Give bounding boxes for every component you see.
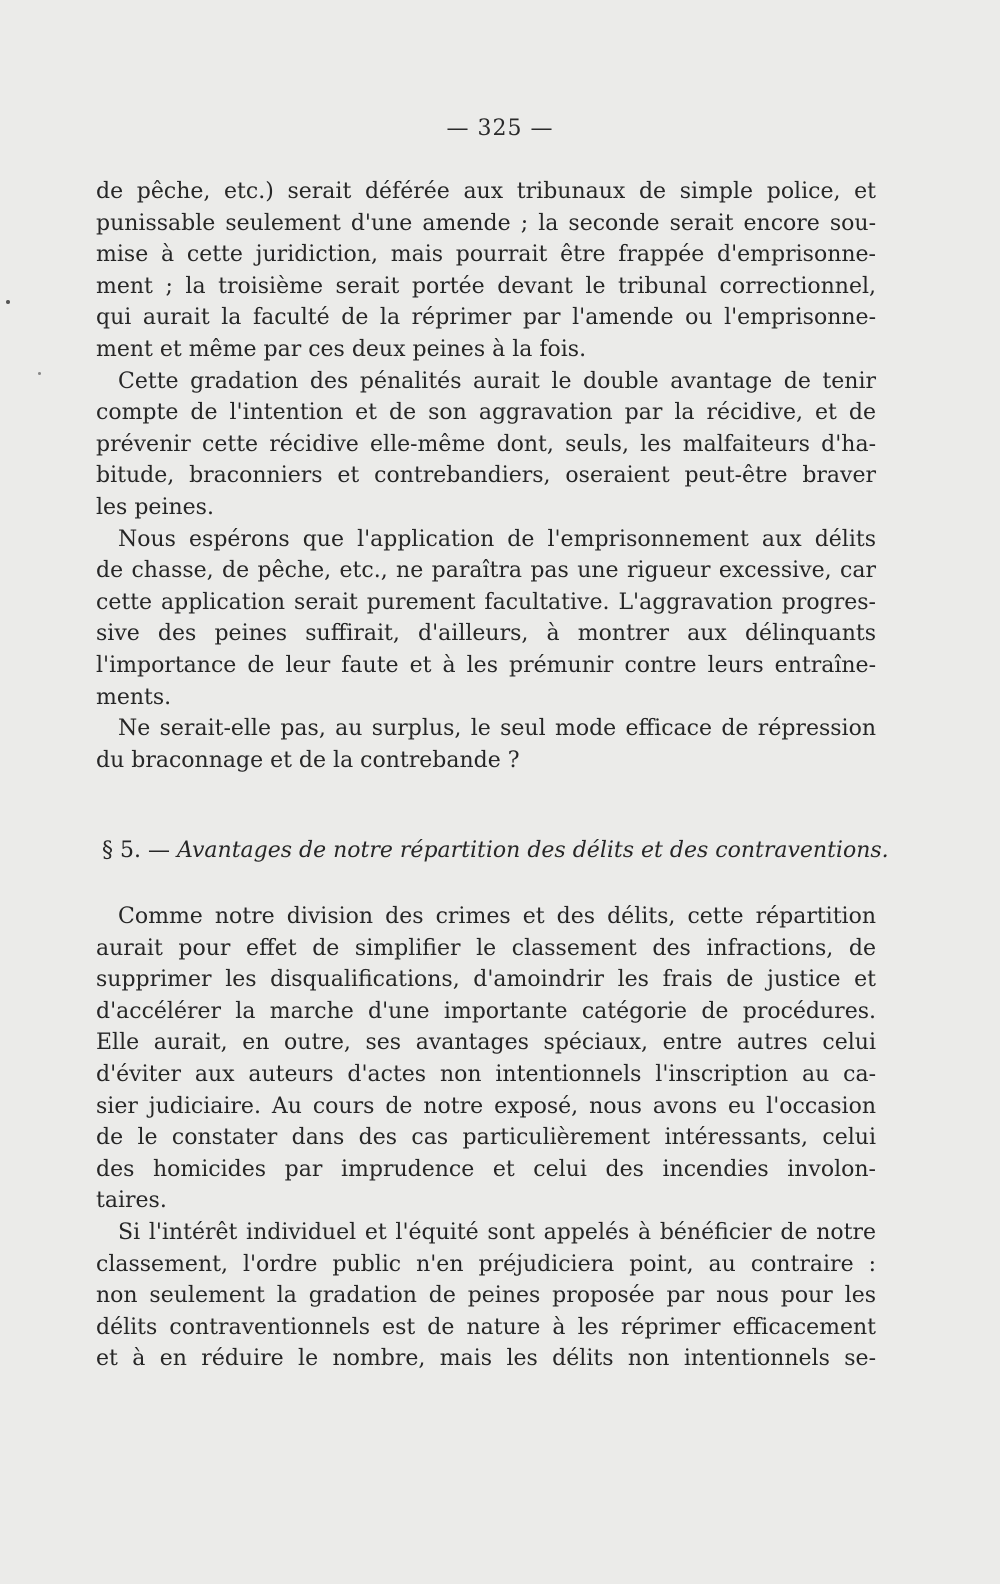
text-line: supprimer les disqualifications, d'amoindrir les frais de justice et xyxy=(96,967,876,993)
text-line: punissable seulement d'une amende ; la seconde serait encore sou- xyxy=(96,210,876,236)
text-line: de pêche, etc.) serait déférée aux tribunaux de simple police, et xyxy=(96,179,876,204)
paragraph-first-line: Comme notre division des crimes et des délits, cette répartition xyxy=(118,904,876,929)
text-line: ment ; la troisième serait portée devant le tribunal correctionnel, xyxy=(96,273,876,299)
text-line: des homicides par imprudence et celui des incendies involon- xyxy=(96,1156,876,1182)
text-line: d'accélérer la marche d'une importante catégorie de procédures. xyxy=(96,998,876,1024)
text-line: ments. xyxy=(96,684,172,710)
text-line: taires. xyxy=(96,1188,167,1214)
text-line: de chasse, de pêche, etc., ne paraîtra pas une rigueur excessive, car xyxy=(96,558,876,584)
paragraph-first-line: Nous espérons que l'application de l'emprisonnement aux délits xyxy=(118,526,876,552)
text-line: aurait pour effet de simplifier le classement des infractions, de xyxy=(96,935,876,961)
text-line: l'importance de leur faute et à les prémunir contre leurs entraîne- xyxy=(96,652,876,678)
text-line: qui aurait la faculté de la réprimer par l'amende ou l'emprisonne- xyxy=(96,305,876,331)
paragraph-first-line: Si l'intérêt individuel et l'équité sont appelés à bénéficier de notre xyxy=(118,1219,876,1245)
text-line: du braconnage et de la contrebande ? xyxy=(96,747,520,773)
text-line: et à en réduire le nombre, mais les délits non intentionnels se- xyxy=(96,1346,876,1372)
text-line: ment et même par ces deux peines à la fois. xyxy=(96,336,587,362)
section-heading xyxy=(102,838,889,863)
text-line: classement, l'ordre public n'en préjudiciera point, au contraire : xyxy=(96,1251,876,1277)
text-line: sive des peines suffirait, d'ailleurs, à montrer aux délinquants xyxy=(96,621,876,647)
text-line: Elle aurait, en outre, ses avantages spéciaux, entre autres celui xyxy=(96,1030,876,1056)
section-text-top xyxy=(96,176,876,776)
page-number: — 325 — xyxy=(446,116,554,141)
text-line: sier judiciaire. Au cours de notre exposé, nous avons eu l'occasion xyxy=(96,1093,876,1119)
paragraph-first-line: Ne serait-elle pas, au surplus, le seul mode efficace de répression xyxy=(118,716,876,742)
text-line: non seulement la gradation de peines proposée par nous pour les xyxy=(96,1283,876,1309)
text-line: d'éviter aux auteurs d'actes non intentionnels l'inscription au ca- xyxy=(96,1061,876,1087)
text-line: compte de l'intention et de son aggravation par la récidive, et de xyxy=(96,400,876,426)
text-line: prévenir cette récidive elle-même dont, seuls, les malfaiteurs d'ha- xyxy=(96,431,876,457)
margin-speck xyxy=(6,300,10,304)
text-line: bitude, braconniers et contrebandiers, oseraient peut-être braver xyxy=(96,463,876,489)
section-text-bottom xyxy=(96,901,876,1375)
section-number: § 5. — xyxy=(102,838,170,863)
section-title: Avantages de notre répartition des délits et des contraventions. xyxy=(176,838,889,863)
text-line: les peines. xyxy=(96,494,214,520)
text-line: de le constater dans des cas particulièrement intéressants, celui xyxy=(96,1125,876,1151)
paragraph-first-line: Cette gradation des pénalités aurait le double avantage de tenir xyxy=(118,368,876,394)
text-line: mise à cette juridiction, mais pourrait être frappée d'emprisonne- xyxy=(96,242,876,268)
margin-speck xyxy=(38,372,41,375)
text-line: délits contraventionnels est de nature à les réprimer efficacement xyxy=(96,1314,876,1340)
text-line: cette application serait purement facultative. L'aggravation progres- xyxy=(96,589,876,615)
